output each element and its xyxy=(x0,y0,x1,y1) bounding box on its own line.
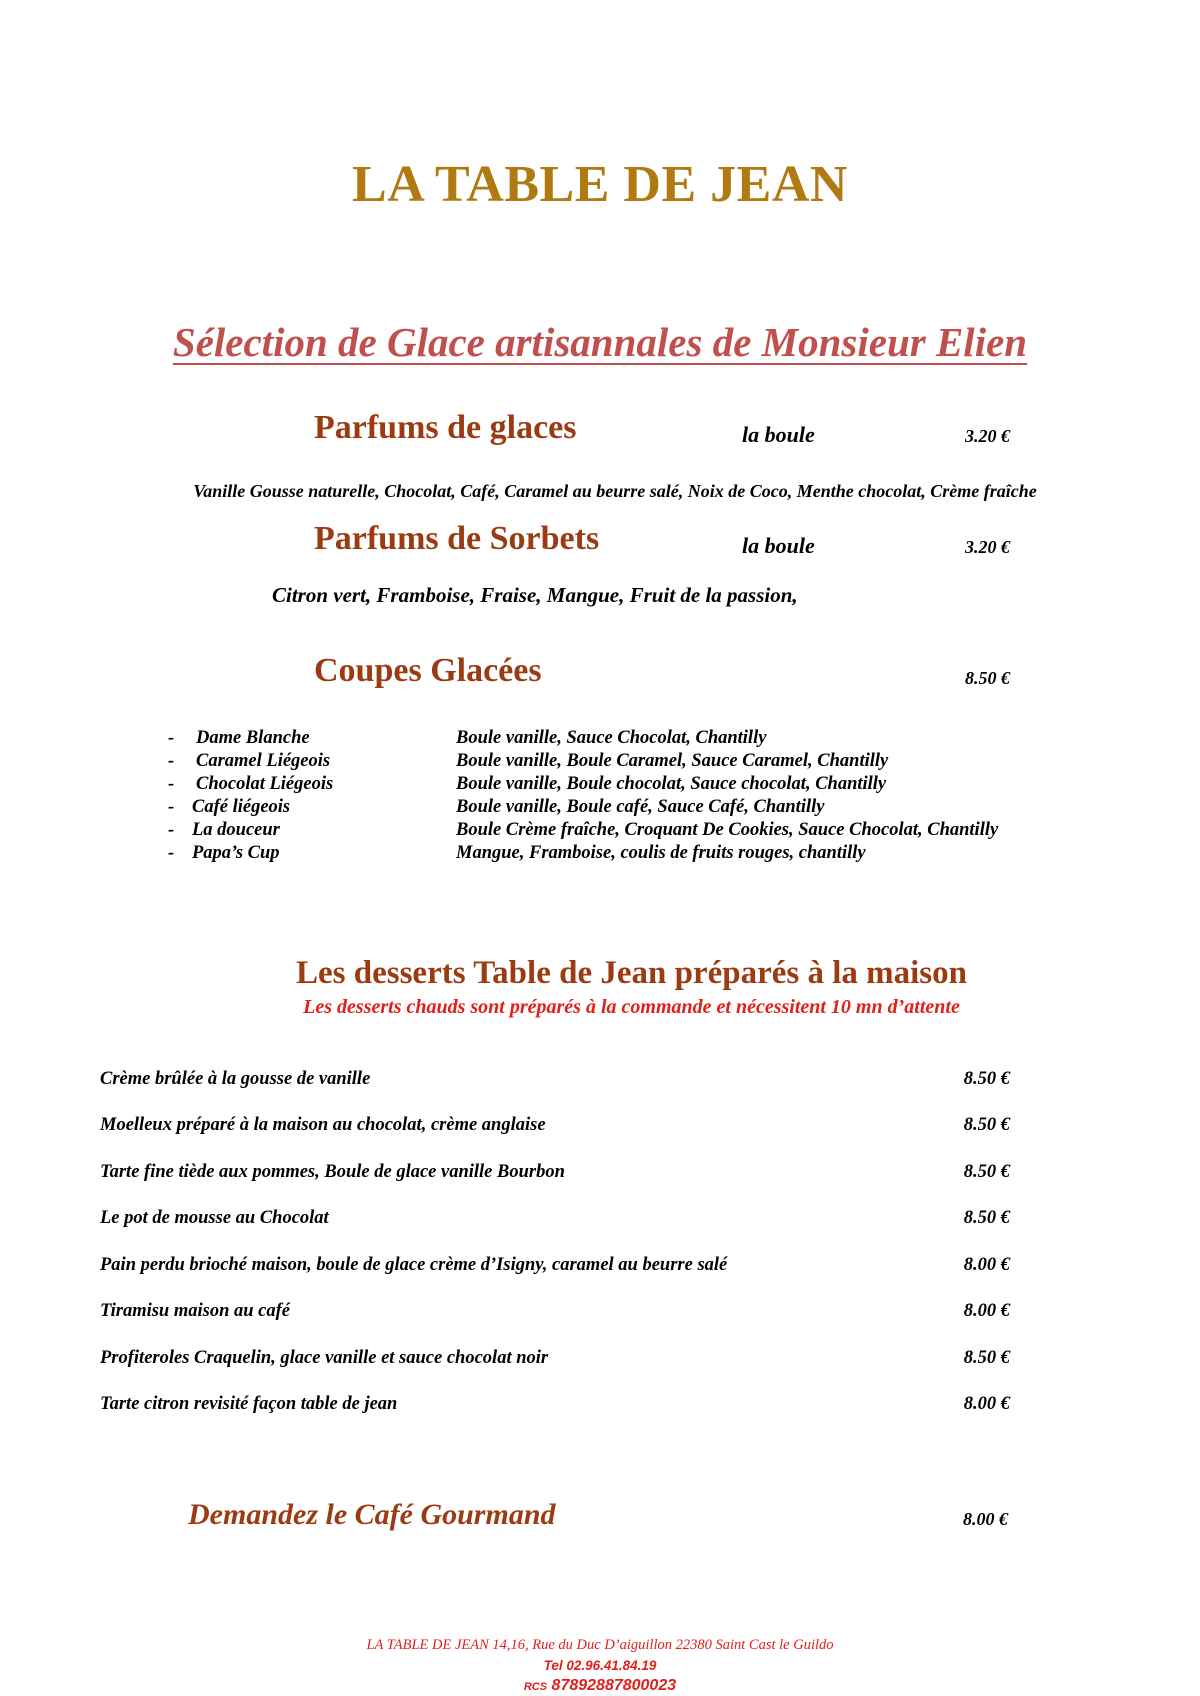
dessert-price: 8.50 € xyxy=(963,1162,1010,1182)
coupe-desc: Boule vanille, Boule café, Sauce Café, Chantilly xyxy=(456,797,825,817)
coupe-item xyxy=(168,797,1068,820)
dessert-item xyxy=(100,1255,1010,1285)
dessert-item xyxy=(100,1301,1010,1331)
glaces-unit: la boule xyxy=(742,422,815,447)
coupe-name: Café liégeois xyxy=(192,797,291,817)
coupe-desc: Boule vanille, Boule chocolat, Sauce chocolat, Chantilly xyxy=(456,774,887,794)
dessert-item xyxy=(100,1208,1010,1238)
desserts-heading: Les desserts Table de Jean préparés à la maison xyxy=(295,955,968,991)
cafe-gourmand-price: 8.00 € xyxy=(963,1509,1008,1529)
footer-rcs xyxy=(0,1677,1200,1695)
coupe-name: Caramel Liégeois xyxy=(196,751,331,771)
coupe-name: Dame Blanche xyxy=(196,728,310,748)
dessert-price: 8.50 € xyxy=(963,1208,1010,1228)
dessert-price: 8.50 € xyxy=(963,1115,1010,1135)
coupe-dash: - xyxy=(168,797,175,817)
glaces-price: 3.20 € xyxy=(965,426,1010,446)
dessert-name: Crème brûlée à la gousse de vanille xyxy=(100,1069,371,1089)
page-subtitle: Sélection de Glace artisannales de Monsieur Elien xyxy=(172,319,1028,365)
dessert-item xyxy=(100,1394,1010,1424)
dessert-name: Tarte citron revisité façon table de jean xyxy=(100,1394,398,1414)
sorbets-flavors: Citron vert, Framboise, Fraise, Mangue, Fruit de la passion, xyxy=(272,583,798,607)
coupe-dash: - xyxy=(168,843,175,863)
sorbets-price: 3.20 € xyxy=(965,537,1010,557)
coupe-dash: - xyxy=(168,774,175,794)
dessert-name: Pain perdu brioché maison, boule de glace crème d’Isigny, caramel au beurre salé xyxy=(100,1255,728,1275)
coupe-desc: Boule Crème fraîche, Croquant De Cookies, Sauce Chocolat, Chantilly xyxy=(456,820,999,840)
dessert-price: 8.50 € xyxy=(963,1069,1010,1089)
footer-rcs-label: RCS xyxy=(523,1681,548,1693)
cafe-gourmand-label: Demandez le Café Gourmand xyxy=(188,1498,556,1531)
coupe-item xyxy=(168,843,1068,866)
coupe-item xyxy=(168,751,1068,774)
dessert-name: Moelleux préparé à la maison au chocolat, crème anglaise xyxy=(100,1115,546,1135)
page-title: LA TABLE DE JEAN xyxy=(352,156,848,213)
glaces-heading: Parfums de glaces xyxy=(314,409,577,446)
dessert-name: Le pot de mousse au Chocolat xyxy=(100,1208,329,1228)
dessert-name: Profiteroles Craquelin, glace vanille et sauce chocolat noir xyxy=(100,1348,549,1368)
dessert-name: Tarte fine tiède aux pommes, Boule de glace vanille Bourbon xyxy=(100,1162,565,1182)
coupes-price: 8.50 € xyxy=(965,668,1010,688)
coupes-list xyxy=(168,728,1068,866)
coupe-name: Chocolat Liégeois xyxy=(196,774,334,794)
footer-rcs-number: 87892887800023 xyxy=(551,1677,677,1694)
coupe-item xyxy=(168,774,1068,797)
sorbets-heading: Parfums de Sorbets xyxy=(314,520,600,557)
coupe-desc: Boule vanille, Sauce Chocolat, Chantilly xyxy=(456,728,767,748)
coupe-desc: Mangue, Framboise, coulis de fruits rouges, chantilly xyxy=(456,843,866,863)
coupe-dash: - xyxy=(168,820,175,840)
footer-tel: Tel 02.96.41.84.19 xyxy=(543,1658,657,1673)
coupe-dash: - xyxy=(168,751,175,771)
sorbets-unit: la boule xyxy=(742,533,815,558)
coupe-item xyxy=(168,728,1068,751)
desserts-note: Les desserts chauds sont préparés à la commande et nécessitent 10 mn d’attente xyxy=(303,996,960,1018)
dessert-item xyxy=(100,1115,1010,1145)
dessert-item xyxy=(100,1348,1010,1378)
dessert-price: 8.00 € xyxy=(963,1394,1010,1414)
coupe-name: La douceur xyxy=(192,820,280,840)
dessert-price: 8.50 € xyxy=(963,1348,1010,1368)
glaces-flavors: Vanille Gousse naturelle, Chocolat, Café, Caramel au beurre salé, Noix de Coco, Menthe chocolat, Crème fraîche xyxy=(193,481,1037,501)
footer-address: LA TABLE DE JEAN 14,16, Rue du Duc D’aiguillon 22380 Saint Cast le Guildo xyxy=(366,1637,834,1653)
coupe-name: Papa’s Cup xyxy=(192,843,280,863)
dessert-item xyxy=(100,1162,1010,1192)
dessert-name: Tiramisu maison au café xyxy=(100,1301,290,1321)
coupe-dash: - xyxy=(168,728,175,748)
dessert-price: 8.00 € xyxy=(963,1255,1010,1275)
coupes-heading: Coupes Glacées xyxy=(314,652,542,689)
coupe-desc: Boule vanille, Boule Caramel, Sauce Caramel, Chantilly xyxy=(456,751,889,771)
dessert-price: 8.00 € xyxy=(963,1301,1010,1321)
coupe-item xyxy=(168,820,1068,843)
dessert-item xyxy=(100,1069,1010,1099)
